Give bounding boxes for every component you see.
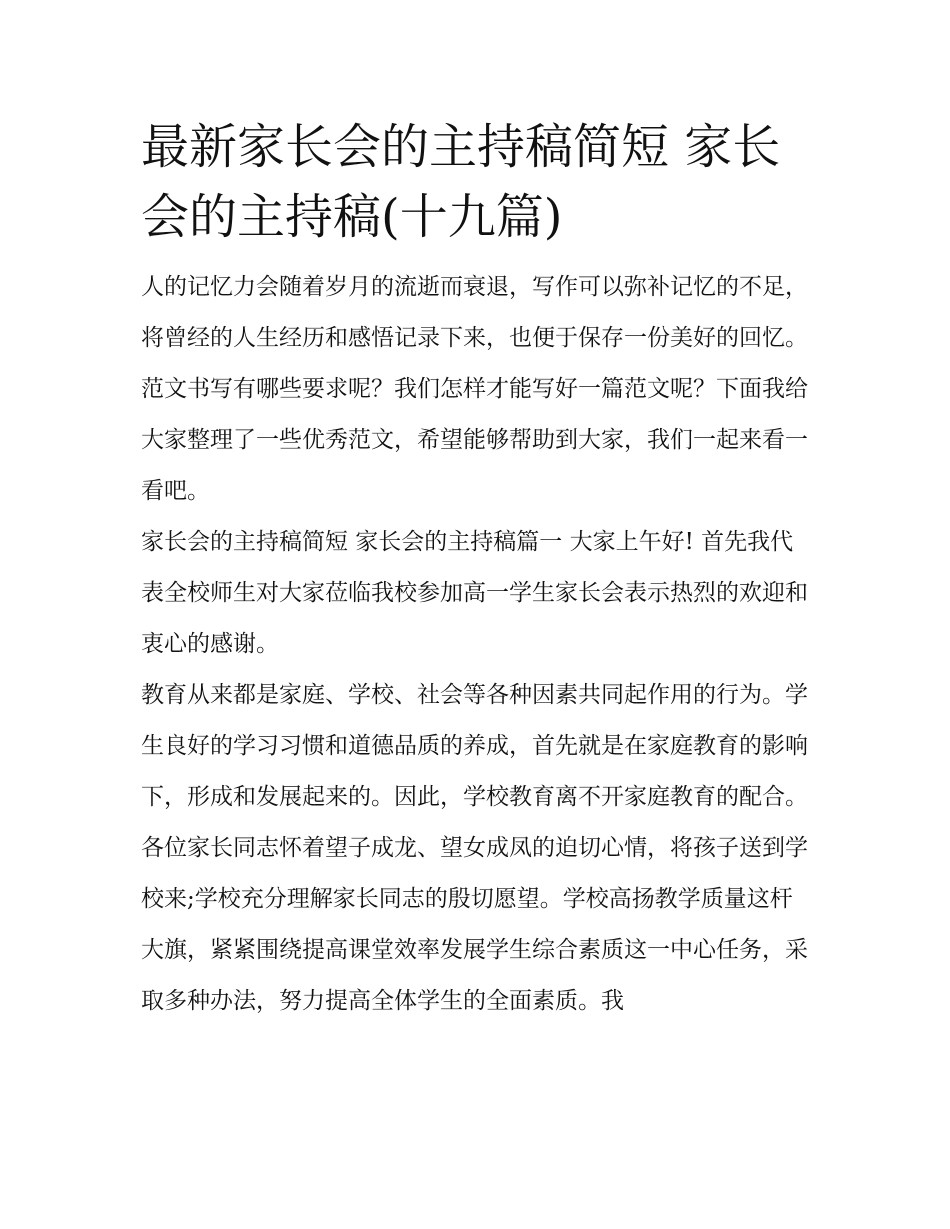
document-body [141, 112, 813, 1027]
paragraph-education: 教育从来都是家庭、学校、社会等各种因素共同起作用的行为。学生良好的学习习惯和道德品质的养成，首先就是在家庭教育的影响下，形成和发展起来的。因此，学校教育离不开家庭教育的配合。 [141, 682, 808, 810]
paragraph-parents: 各位家长同志怀着望子成龙、望女成凤的迫切心情，将孩子送到学校来;学校充分理解家长同志的殷切愿望。学校高扬教学质量这杆大旗，紧紧围绕提高课堂效率发展学生综合素质这一中心任务，采取多种办法，努力提高全体学生的全面素质。我 [141, 835, 808, 1014]
paragraph-intro: 人的记忆力会随着岁月的流逝而衰退，写作可以弥补记忆的不足，将曾经的人生经历和感悟记录下来，也便于保存一份美好的回忆。范文书写有哪些要求呢？我们怎样才能写好一篇范文呢？下面我给大家整理了一些优秀范文，希望能够帮助到大家，我们一起来看一看吧。 [141, 274, 808, 504]
document-title: 最新家长会的主持稿简短 家长会的主持稿(十九篇) [141, 119, 781, 245]
paragraph-greeting: 家长会的主持稿简短 家长会的主持稿篇一 大家上午好! 首先我代表全校师生对大家莅临我校参加高一学生家长会表示热烈的欢迎和衷心的感谢。 [141, 529, 808, 657]
